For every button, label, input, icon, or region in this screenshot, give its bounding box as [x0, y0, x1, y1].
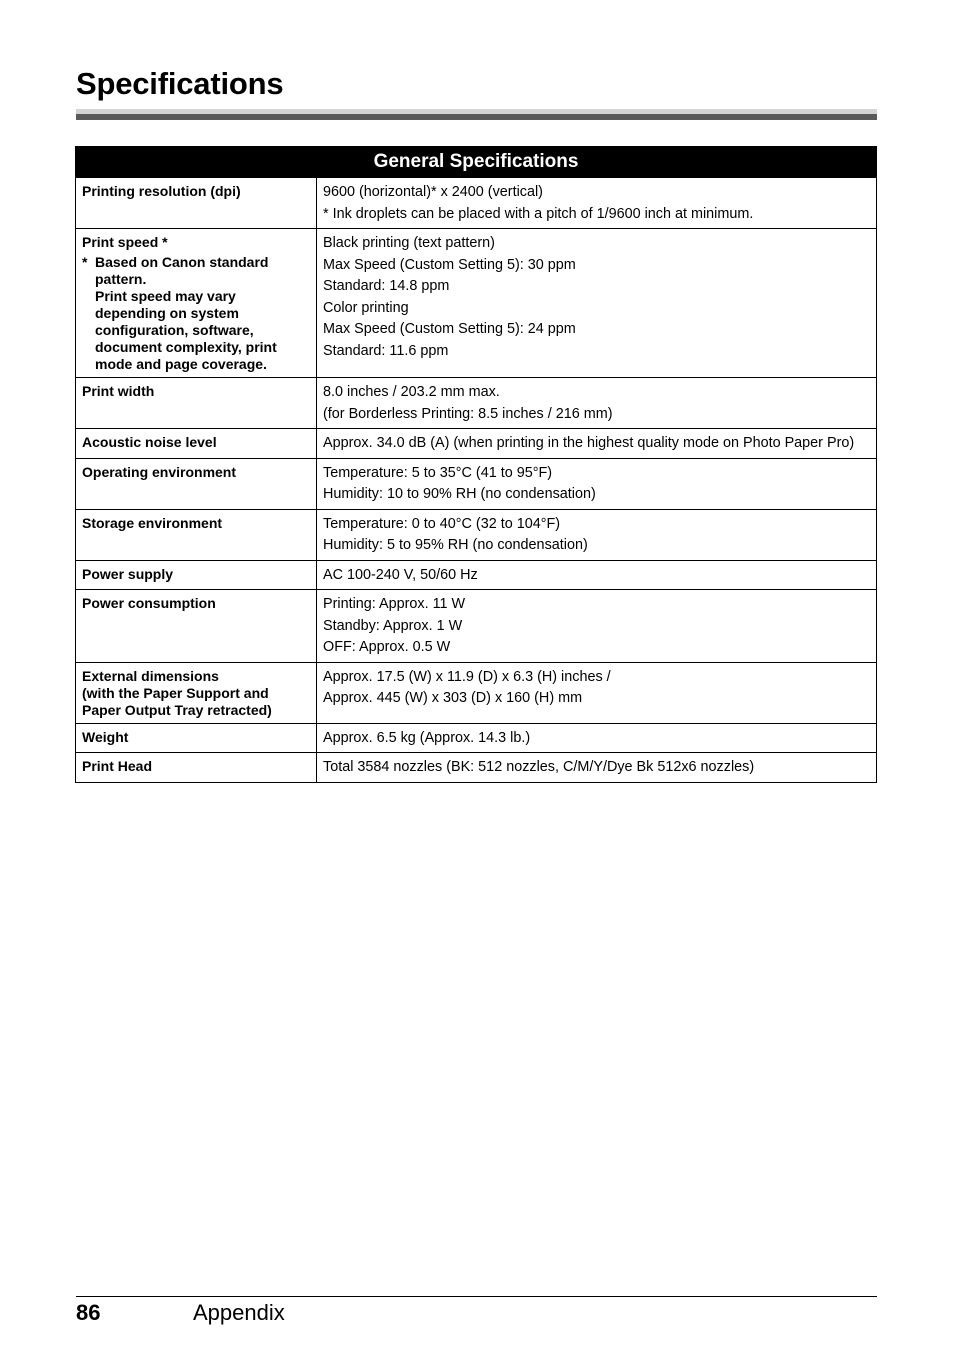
spec-label: Print speed *: [82, 234, 168, 250]
spec-value-cell: [317, 429, 877, 459]
footnote-line: document complexity, print: [95, 339, 277, 355]
spec-value: 8.0 inches / 203.2 mm max.: [323, 384, 500, 400]
spec-label: Paper Output Tray retracted): [82, 701, 272, 718]
spec-value: Color printing: [323, 299, 409, 316]
spec-value: Standard: 14.8 ppm: [323, 278, 450, 294]
table-row: [76, 509, 877, 560]
table-header-row: [76, 147, 877, 178]
spec-label-cell: [76, 378, 317, 429]
footnote-text: [95, 254, 310, 373]
spec-value: * Ink droplets can be placed with a pitch of 1/9600 inch at minimum.: [323, 205, 754, 222]
table-row: [76, 458, 877, 509]
table-row: [76, 590, 877, 663]
footnote-line: Based on Canon standard: [95, 254, 269, 270]
spec-value: Approx. 6.5 kg (Approx. 14.3 lb.): [323, 729, 531, 746]
spec-value-cell: [317, 590, 877, 663]
spec-value: Standard: 11.6 ppm: [323, 342, 449, 359]
spec-value: Humidity: 10 to 90% RH (no condensation): [323, 486, 596, 502]
spec-label-cell: [76, 753, 317, 783]
spec-label: Print width: [82, 383, 155, 399]
footnote-line: pattern.: [95, 271, 147, 287]
spec-label-cell: [76, 723, 317, 753]
footnote-block: [82, 254, 310, 373]
general-specifications-table: [75, 146, 877, 783]
spec-value: Standby: Approx. 1 W: [323, 617, 463, 634]
title-rule-dark: [76, 114, 877, 120]
spec-label: Printing resolution (dpi): [82, 183, 241, 199]
table-row: [76, 378, 877, 429]
spec-label-cell: [76, 590, 317, 663]
spec-label-cell: [76, 560, 317, 590]
spec-value-cell: [317, 458, 877, 509]
spec-value: Printing: Approx. 11 W: [323, 596, 466, 612]
spec-value: Max Speed (Custom Setting 5): 24 ppm: [323, 321, 576, 337]
spec-label: Storage environment: [82, 514, 223, 531]
table-row: [76, 662, 877, 723]
footnote-line: configuration, software,: [95, 322, 254, 338]
table-row: [76, 723, 877, 753]
spec-label-cell: [76, 229, 317, 378]
footnote-line: depending on system: [95, 305, 239, 321]
footer-section-label: Appendix: [193, 1300, 285, 1325]
footnote-line: Print speed may vary: [95, 288, 236, 304]
spec-value: Approx. 445 (W) x 303 (D) x 160 (H) mm: [323, 690, 583, 706]
footer-rule: [76, 1296, 877, 1297]
spec-value: Black printing (text pattern): [323, 235, 495, 251]
footnote-marker: *: [82, 254, 88, 270]
spec-label: Power consumption: [82, 595, 216, 611]
page-title: Specifications: [76, 66, 284, 101]
table-body: [76, 178, 877, 783]
spec-value: Total 3584 nozzles (BK: 512 nozzles, C/M/Y/Dye Bk 512x6 nozzles): [323, 759, 755, 775]
table-row: [76, 429, 877, 459]
spec-value-cell: [317, 178, 877, 229]
table-row: [76, 178, 877, 229]
spec-value-cell: [317, 229, 877, 378]
spec-value: AC 100-240 V, 50/60 Hz: [323, 566, 478, 583]
spec-value-cell: [317, 753, 877, 783]
spec-value: Approx. 17.5 (W) x 11.9 (D) x 6.3 (H) inches /: [323, 668, 611, 685]
spec-value: Max Speed (Custom Setting 5): 30 ppm: [323, 256, 576, 273]
spec-value-cell: [317, 378, 877, 429]
spec-label-cell: [76, 429, 317, 459]
spec-value: Approx. 34.0 dB (A) (when printing in the highest quality mode on Photo Paper Pro): [323, 435, 855, 451]
spec-label-cell: [76, 509, 317, 560]
spec-value: (for Borderless Printing: 8.5 inches / 216 mm): [323, 405, 613, 422]
spec-label: Operating environment: [82, 463, 237, 480]
spec-value: OFF: Approx. 0.5 W: [323, 639, 451, 655]
spec-label: Weight: [82, 728, 129, 745]
spec-label-cell: [76, 458, 317, 509]
page-number: 86: [76, 1300, 101, 1325]
table-row: [76, 753, 877, 783]
table-header: General Specifications: [76, 147, 877, 178]
footnote-line: mode and page coverage.: [95, 356, 267, 372]
table-row: [76, 229, 877, 378]
spec-label: Print Head: [82, 758, 153, 774]
spec-label: Acoustic noise level: [82, 434, 217, 450]
table-row: [76, 560, 877, 590]
spec-value: Temperature: 5 to 35°C (41 to 95°F): [323, 464, 553, 481]
spec-label: Power supply: [82, 565, 174, 582]
spec-label: (with the Paper Support and: [82, 684, 269, 701]
spec-value-cell: [317, 662, 877, 723]
spec-value-cell: [317, 723, 877, 753]
spec-value: Humidity: 5 to 95% RH (no condensation): [323, 537, 588, 553]
spec-value: 9600 (horizontal)* x 2400 (vertical): [323, 184, 543, 200]
spec-label-cell: [76, 178, 317, 229]
spec-value-cell: [317, 560, 877, 590]
spec-value: Temperature: 0 to 40°C (32 to 104°F): [323, 515, 561, 532]
spec-label: External dimensions: [82, 667, 219, 684]
spec-value-cell: [317, 509, 877, 560]
spec-label-cell: [76, 662, 317, 723]
